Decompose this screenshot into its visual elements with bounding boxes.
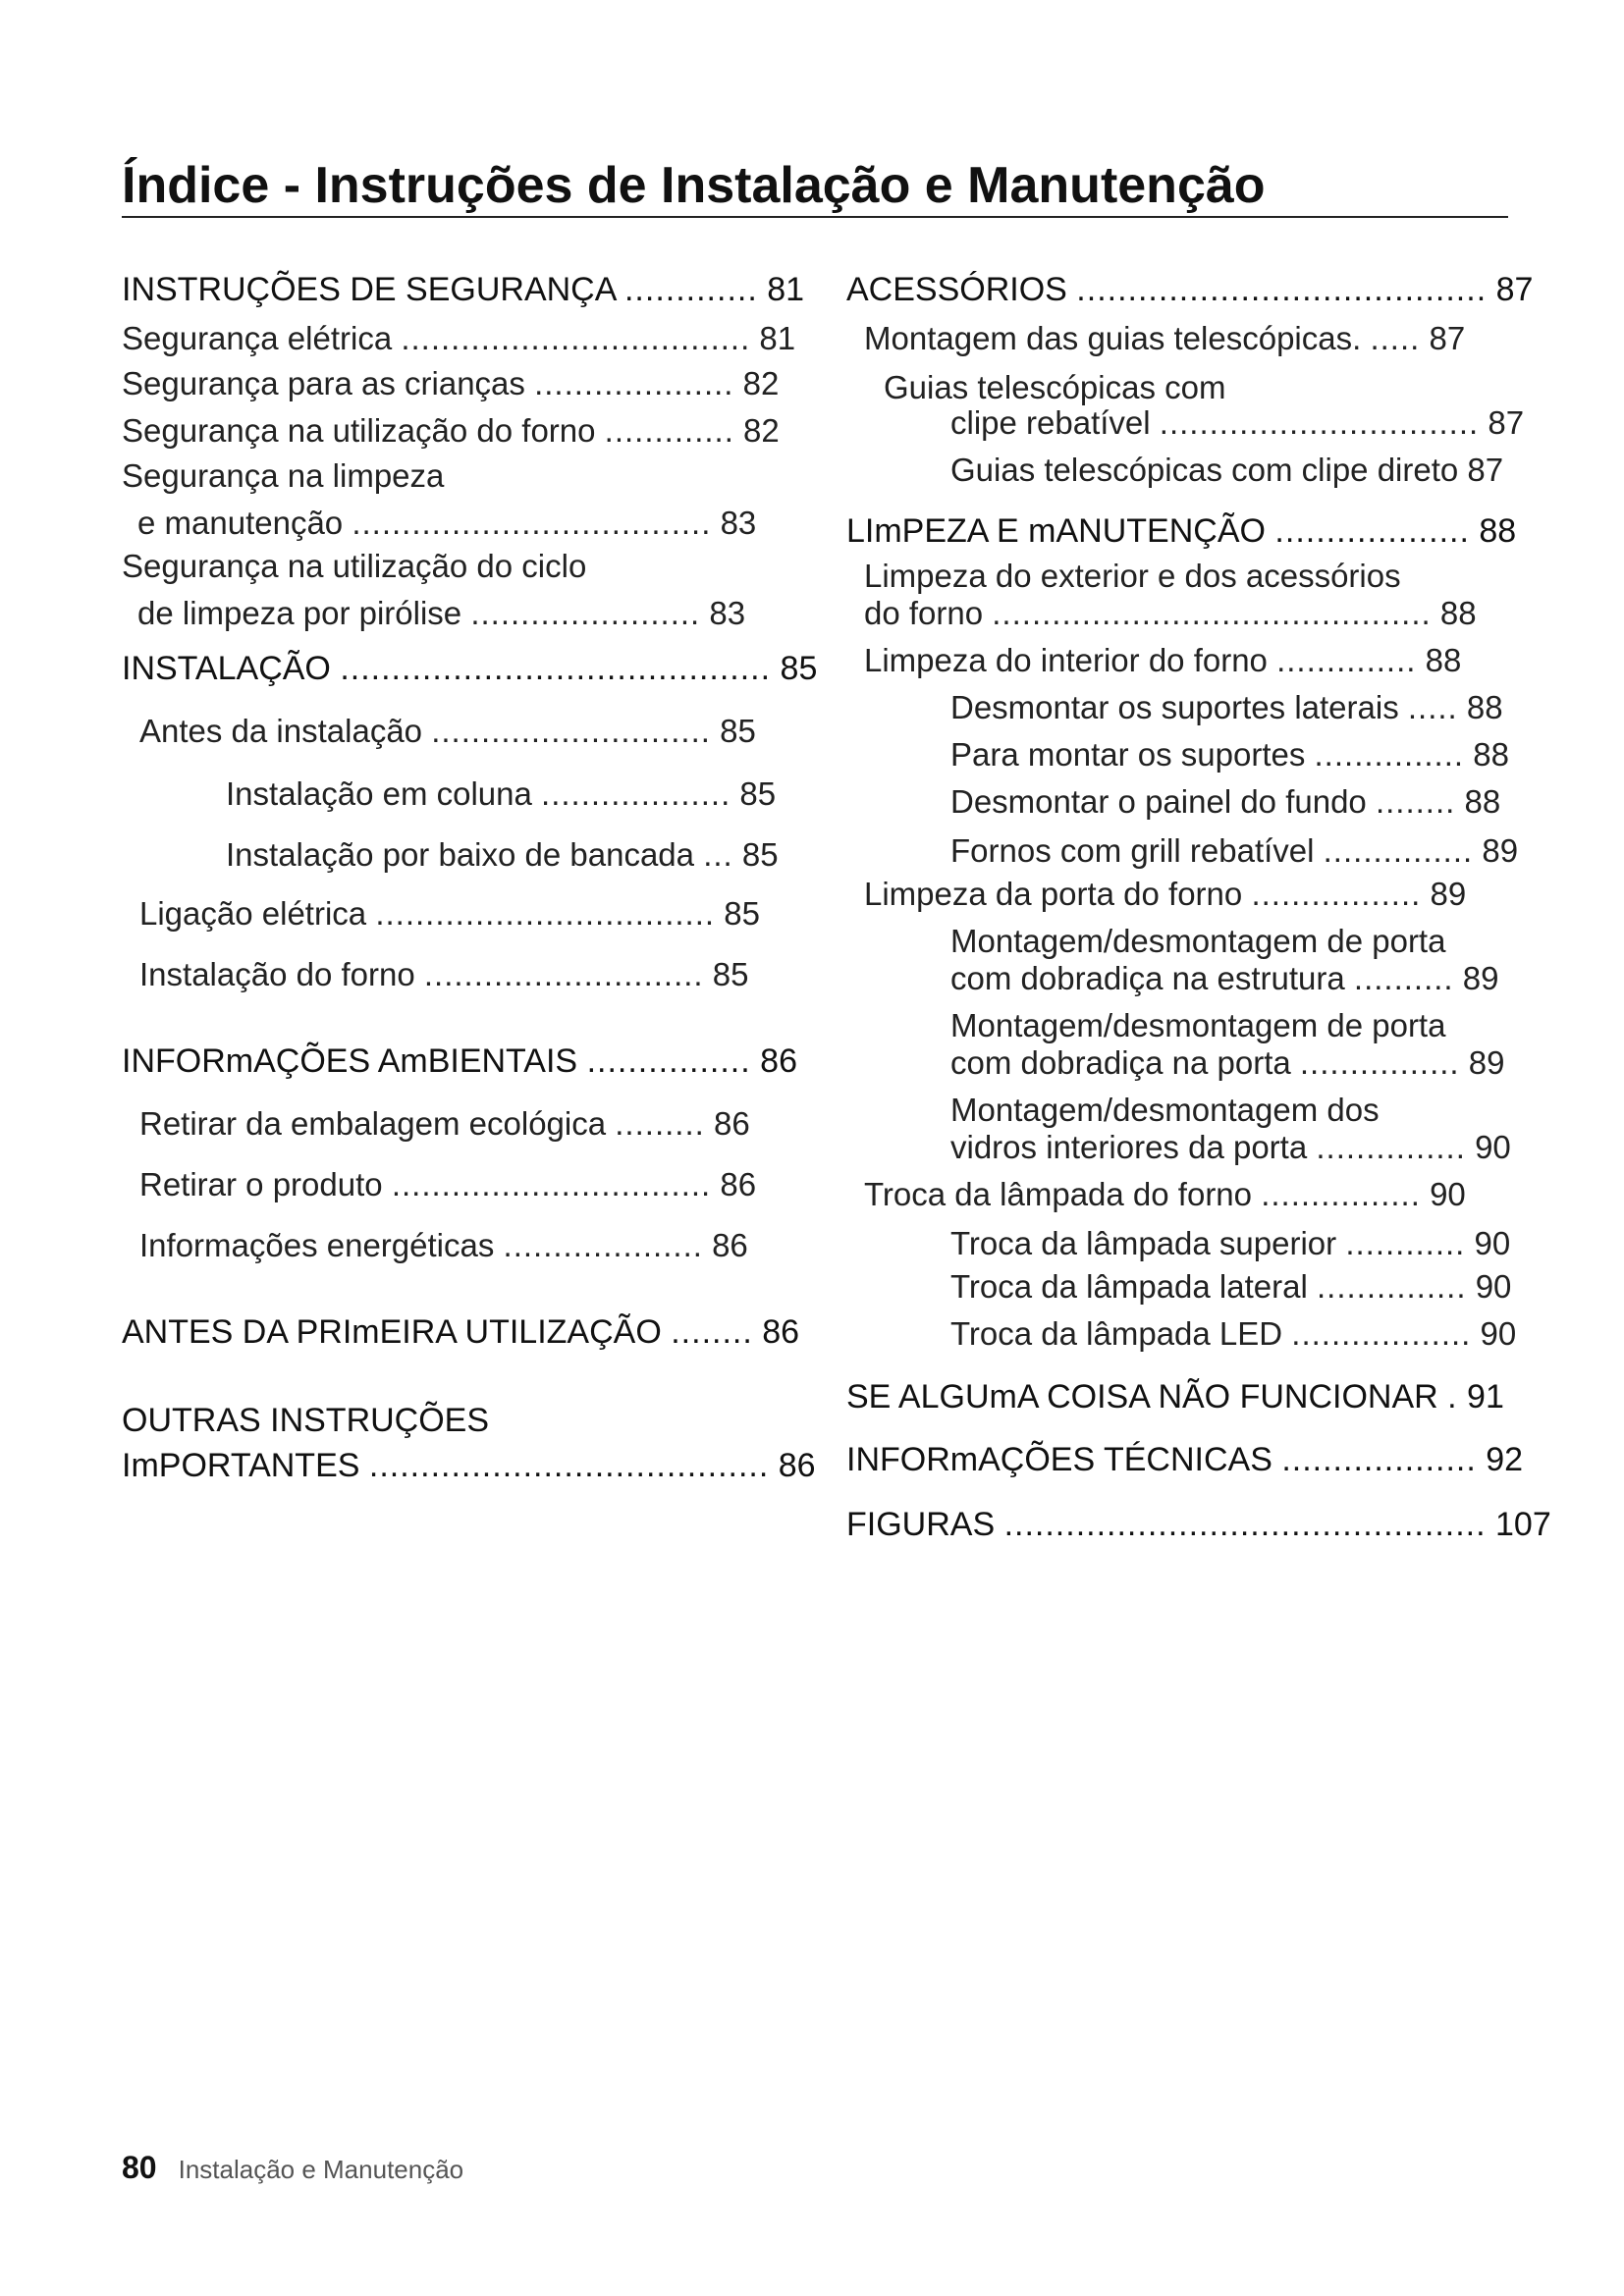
toc-entry: Montagem das guias telescópicas. ..... 87 [864,320,1466,356]
toc-entry: Instalação do forno ............................ 85 [139,956,749,992]
toc-entry: ImPORTANTES ....................................... 86 [122,1447,816,1484]
toc-entry: Para montar os suportes ............... 88 [950,736,1509,773]
footer-text: Instalação e Manutenção [178,2155,464,2184]
toc-entry: Montagem/desmontagem de porta [950,923,1446,959]
toc-entry: FIGURAS ............................................... 107 [846,1506,1551,1543]
toc-entry: Montagem/desmontagem dos [950,1092,1380,1128]
page-footer [122,2150,463,2186]
toc-entry: Ligação elétrica .................................. 85 [139,895,760,932]
toc-entry: com dobradiça na estrutura .......... 89 [950,960,1499,996]
toc-entry: Segurança na limpeza [122,457,445,494]
toc-entry: Segurança para as crianças .................... 82 [122,365,780,401]
toc-entry: Guias telescópicas com [884,369,1226,405]
toc-entry: com dobradiça na porta ................ 89 [950,1044,1505,1081]
toc-entry: Fornos com grill rebatível ............... 89 [950,832,1519,869]
toc-entry: Guias telescópicas com clipe direto 87 [950,452,1504,488]
toc-entry: Retirar da embalagem ecológica ......... 86 [139,1105,750,1142]
toc-entry: ANTES DA PRImEIRA UTILIZAÇÃO ........ 86 [122,1313,800,1351]
toc-entry: Troca da lâmpada LED .................. 90 [950,1315,1517,1352]
toc-entry: Troca da lâmpada superior ............ 90 [950,1225,1511,1261]
toc-entry: SE ALGUmA COISA NÃO FUNCIONAR . 91 [846,1378,1504,1415]
toc-entry: e manutenção .................................... 83 [137,505,757,541]
toc-entry: vidros interiores da porta ............... 90 [950,1129,1511,1165]
toc-entry: LImPEZA E mANUTENÇÃO ................... 88 [846,512,1517,550]
toc-entry: Segurança na utilização do ciclo [122,548,587,584]
toc-entry: de limpeza por pirólise ....................... 83 [137,595,746,631]
toc-entry: Segurança na utilização do forno ............. 82 [122,412,780,449]
toc-entry: Informações energéticas .................... 86 [139,1227,748,1263]
toc-entry: INFORmAÇÕES AmBIENTAIS ................ 86 [122,1042,797,1080]
toc-entry: Segurança elétrica ................................... 81 [122,320,796,356]
toc-entry: Troca da lâmpada do forno ................ 90 [864,1176,1466,1212]
toc-entry: Desmontar os suportes laterais ..... 88 [950,689,1503,725]
toc-entry: OUTRAS INSTRUÇÕES [122,1402,490,1439]
toc-entry: INFORmAÇÕES TÉCNICAS ................... 92 [846,1441,1524,1478]
toc-entry: INSTALAÇÃO .......................................... 85 [122,650,818,687]
toc-entry: Montagem/desmontagem de porta [950,1007,1446,1043]
toc-entry: Limpeza do interior do forno .............. 88 [864,642,1462,678]
toc-entry: INSTRUÇÕES DE SEGURANÇA ............. 81 [122,271,805,308]
toc-entry: do forno ............................................ 88 [864,595,1477,631]
page-number: 80 [122,2150,157,2185]
toc-entry: Troca da lâmpada lateral ............... 90 [950,1268,1512,1305]
page-title: Índice - Instruções de Instalação e Manutenção [122,157,1508,218]
toc-entry: Instalação por baixo de bancada ... 85 [226,836,779,873]
toc-entry: Limpeza do exterior e dos acessórios [864,558,1401,594]
toc-entry: Antes da instalação ............................ 85 [139,713,756,749]
toc-entry: Limpeza da porta do forno ................. 89 [864,876,1467,912]
toc-entry: Instalação em coluna ................... 85 [226,775,777,812]
toc-entry: ACESSÓRIOS ........................................ 87 [846,271,1534,308]
toc-entry: clipe rebatível ................................ 87 [950,404,1525,441]
toc-entry: Desmontar o painel do fundo ........ 88 [950,783,1501,820]
toc-entry: Retirar o produto ................................ 86 [139,1166,757,1202]
